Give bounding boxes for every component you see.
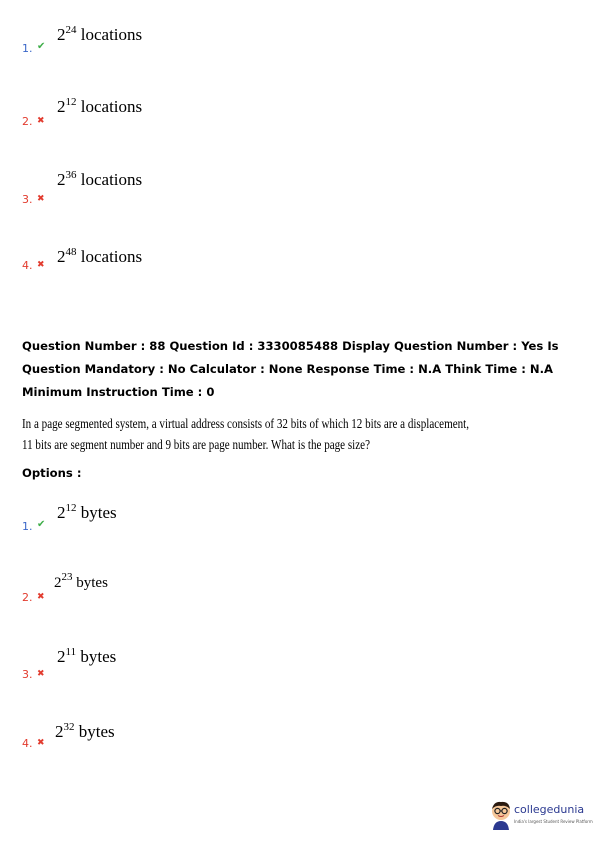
option-expression: $2^{12}$ bytes <box>57 502 117 522</box>
options-label: Options : <box>22 466 82 480</box>
option-expression: $2^{24}$ locations <box>57 24 143 44</box>
option-number: 4. <box>22 737 33 750</box>
mascot-icon <box>489 800 513 830</box>
cross-icon: ✖ <box>37 193 45 203</box>
option-number: 1. <box>22 520 33 533</box>
option-item <box>0 647 595 687</box>
option-number: 1. <box>22 42 33 55</box>
option-item <box>0 571 595 615</box>
cross-icon: ✖ <box>37 668 45 678</box>
option-item <box>0 503 595 543</box>
option-item <box>0 170 595 210</box>
cross-icon: ✖ <box>37 737 45 747</box>
option-item <box>0 25 595 65</box>
check-icon: ✔ <box>37 519 46 530</box>
question-text-line: 11 bits are segment number and 9 bits are page number. What is the page size? <box>22 437 370 452</box>
option-number: 3. <box>22 668 33 681</box>
cross-icon: ✖ <box>37 259 45 269</box>
brand-tagline: India's largest Student Review Platform <box>514 819 593 824</box>
check-icon: ✔ <box>37 41 46 52</box>
option-number: 2. <box>22 591 33 604</box>
option-item <box>0 722 595 762</box>
cross-icon: ✖ <box>37 115 45 125</box>
option-expression: $2^{12}$ locations <box>57 96 143 116</box>
question-text <box>22 413 469 455</box>
option-expression: $2^{32}$ bytes <box>55 721 115 741</box>
collegedunia-logo <box>489 798 593 832</box>
option-number: 4. <box>22 259 33 272</box>
brand-name: collegedunia <box>514 803 585 816</box>
question-text-line: In a page segmented system, a virtual address consists of 32 bits of which 12 bits are a displacement, <box>22 416 470 431</box>
option-number: 2. <box>22 115 33 128</box>
option-expression: $2^{11}$ bytes <box>57 646 117 666</box>
option-item <box>0 97 595 137</box>
option-expression: $2^{36}$ locations <box>57 169 143 189</box>
option-expression: $2^{48}$ locations <box>57 246 143 266</box>
cross-icon: ✖ <box>37 591 45 601</box>
option-expression: $2^{23}$ bytes <box>54 571 108 591</box>
option-number: 3. <box>22 193 33 206</box>
question-header: Question Number : 88 Question Id : 3330085488 Display Question Number : Yes Is Question Mandatory : No Calculator : None Response Time : N.A Think Time : N.A Minimum Instruction Time : 0 <box>22 339 559 399</box>
option-item <box>0 247 595 287</box>
